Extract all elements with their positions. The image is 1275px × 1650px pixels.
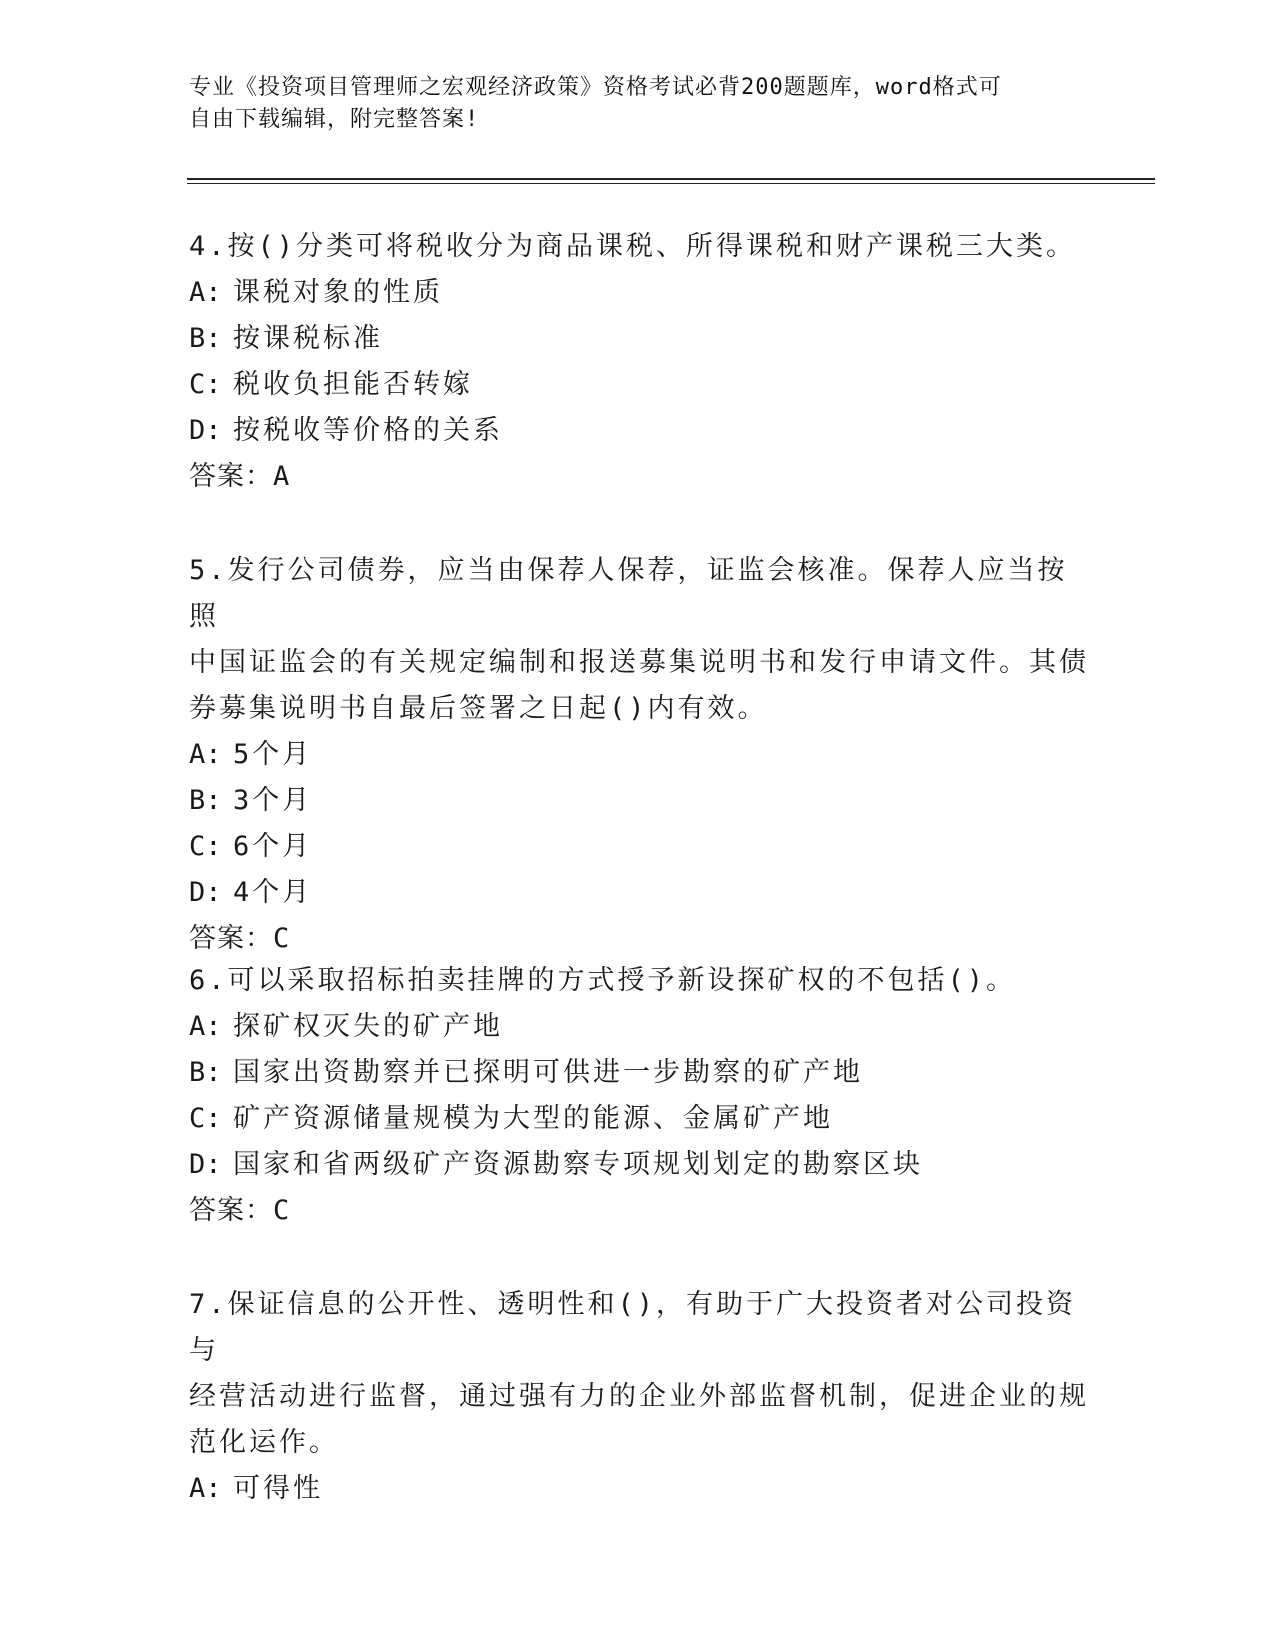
option-key: C: bbox=[189, 831, 222, 862]
question-stem: 6.可以采取招标拍卖挂牌的方式授予新设探矿权的不包括()。 bbox=[189, 965, 1017, 996]
answer-label: 答案： bbox=[189, 923, 273, 954]
option-d bbox=[189, 408, 1089, 454]
option-a bbox=[189, 1466, 1089, 1512]
header-divider-thin bbox=[187, 183, 1155, 184]
question-stem: 经营活动进行监督，通过强有力的企业外部监督机制，促进企业的规 bbox=[189, 1381, 1089, 1412]
option-text: 税收负担能否转嫁 bbox=[233, 369, 473, 400]
option-key: A: bbox=[189, 739, 222, 770]
answer-value: A bbox=[273, 461, 291, 492]
option-key: B: bbox=[189, 1057, 222, 1088]
question-stem: 券募集说明书自最后签署之日起()内有效。 bbox=[189, 693, 768, 724]
answer-value: C bbox=[273, 923, 291, 954]
option-c bbox=[189, 824, 1089, 870]
option-text: 可得性 bbox=[233, 1473, 323, 1504]
option-a bbox=[189, 732, 1089, 778]
option-text: 6个月 bbox=[233, 831, 313, 862]
option-d bbox=[189, 870, 1089, 916]
option-b bbox=[189, 316, 1089, 362]
option-text: 4个月 bbox=[233, 877, 313, 908]
question-stem: 7.保证信息的公开性、透明性和()，有助于广大投资者对公司投资与 bbox=[189, 1289, 1077, 1366]
answer-label: 答案： bbox=[189, 1195, 273, 1226]
option-text: 按税收等价格的关系 bbox=[233, 415, 503, 446]
option-key: B: bbox=[189, 785, 222, 816]
option-text: 5个月 bbox=[233, 739, 313, 770]
question-7 bbox=[189, 1282, 1089, 1512]
option-text: 矿产资源储量规模为大型的能源、金属矿产地 bbox=[233, 1103, 833, 1134]
option-text: 3个月 bbox=[233, 785, 313, 816]
header-line-1: 专业《投资项目管理师之宏观经济政策》资格考试必背200题题库，word格式可 bbox=[189, 75, 1002, 100]
option-key: D: bbox=[189, 877, 222, 908]
option-c bbox=[189, 362, 1089, 408]
option-key: C: bbox=[189, 369, 222, 400]
option-key: D: bbox=[189, 1149, 222, 1180]
option-text: 国家出资勘察并已探明可供进一步勘察的矿产地 bbox=[233, 1057, 863, 1088]
answer-label: 答案： bbox=[189, 461, 273, 492]
option-b bbox=[189, 1050, 1089, 1096]
question-4 bbox=[189, 224, 1089, 500]
option-d bbox=[189, 1142, 1089, 1188]
question-5 bbox=[189, 548, 1089, 962]
question-stem: 中国证监会的有关规定编制和报送募集说明书和发行申请文件。其债 bbox=[189, 647, 1089, 678]
option-text: 国家和省两级矿产资源勘察专项规划划定的勘察区块 bbox=[233, 1149, 923, 1180]
option-text: 探矿权灭失的矿产地 bbox=[233, 1011, 503, 1042]
option-a bbox=[189, 270, 1089, 316]
option-key: B: bbox=[189, 323, 222, 354]
option-key: C: bbox=[189, 1103, 222, 1134]
option-key: A: bbox=[189, 1473, 222, 1504]
header-line-2: 自由下载编辑，附完整答案! bbox=[189, 107, 480, 132]
option-key: A: bbox=[189, 1011, 222, 1042]
answer-line bbox=[189, 916, 1089, 962]
option-a bbox=[189, 1004, 1089, 1050]
header-divider-thick bbox=[187, 178, 1155, 180]
question-stem: 5.发行公司债券，应当由保荐人保荐，证监会核准。保荐人应当按照 bbox=[189, 555, 1068, 632]
option-text: 按课税标准 bbox=[233, 323, 383, 354]
option-c bbox=[189, 1096, 1089, 1142]
question-6 bbox=[189, 958, 1089, 1234]
question-stem: 4.按()分类可将税收分为商品课税、所得课税和财产课税三大类。 bbox=[189, 231, 1077, 262]
document-header bbox=[189, 72, 1069, 136]
answer-line bbox=[189, 454, 1089, 500]
option-text: 课税对象的性质 bbox=[233, 277, 443, 308]
answer-value: C bbox=[273, 1195, 291, 1226]
answer-line bbox=[189, 1188, 1089, 1234]
option-key: A: bbox=[189, 277, 222, 308]
option-key: D: bbox=[189, 415, 222, 446]
question-stem: 范化运作。 bbox=[189, 1427, 339, 1458]
option-b bbox=[189, 778, 1089, 824]
